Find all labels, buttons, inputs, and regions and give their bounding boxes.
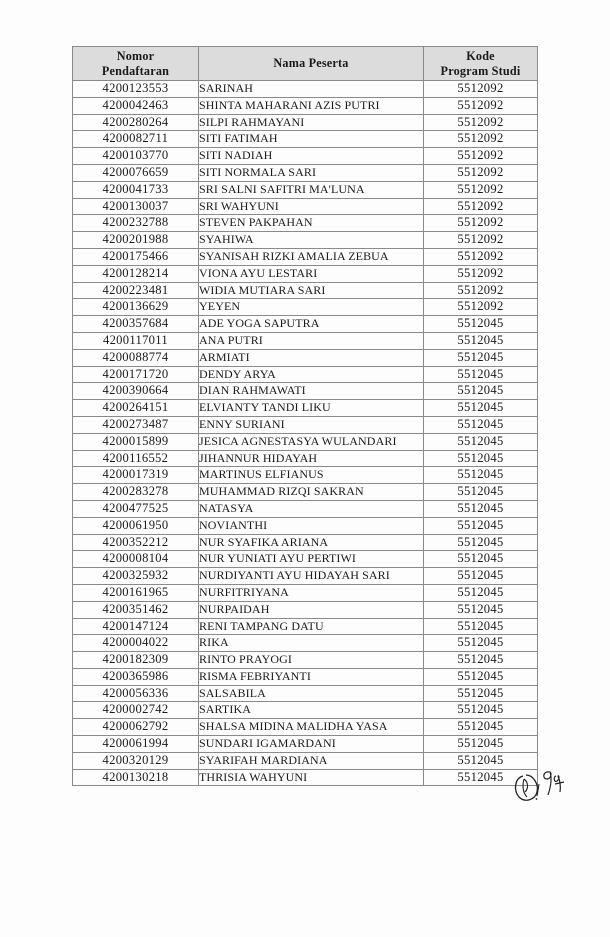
cell-nomor-pendaftaran: 4200351462 [73,601,199,618]
table-row [73,601,538,618]
table-row [73,332,538,349]
cell-nama-peserta: RISMA FEBRIYANTI [199,668,424,685]
cell-nama-peserta: NURDIYANTI AYU HIDAYAH SARI [199,568,424,585]
cell-kode-program-studi: 5512045 [424,500,538,517]
header-kode-line2: Program Studi [440,63,521,78]
cell-kode-program-studi: 5512045 [424,618,538,635]
cell-kode-program-studi: 5512092 [424,282,538,299]
cell-nomor-pendaftaran: 4200201988 [73,232,199,249]
cell-nama-peserta: STEVEN PAKPAHAN [199,215,424,232]
cell-kode-program-studi: 5512045 [424,517,538,534]
table-row [73,484,538,501]
table-row [73,114,538,131]
table-row [73,752,538,769]
table-row [73,568,538,585]
cell-kode-program-studi: 5512045 [424,685,538,702]
cell-nama-peserta: ARMIATI [199,349,424,366]
cell-nomor-pendaftaran: 4200390664 [73,383,199,400]
signature-initials [509,762,569,808]
table-row [73,215,538,232]
table-row [73,618,538,635]
table-row [73,416,538,433]
participant-table [72,46,538,786]
cell-kode-program-studi: 5512045 [424,534,538,551]
cell-kode-program-studi: 5512045 [424,383,538,400]
cell-nama-peserta: ADE YOGA SAPUTRA [199,316,424,333]
cell-nomor-pendaftaran: 4200357684 [73,316,199,333]
cell-kode-program-studi: 5512092 [424,148,538,165]
header-nomor-line2: Pendaftaran [101,63,170,78]
cell-nama-peserta: NUR YUNIATI AYU PERTIWI [199,551,424,568]
cell-kode-program-studi: 5512045 [424,736,538,753]
cell-nama-peserta: SYARIFAH MARDIANA [199,752,424,769]
table-row [73,232,538,249]
table-row [73,685,538,702]
cell-nomor-pendaftaran: 4200128214 [73,265,199,282]
cell-nomor-pendaftaran: 4200171720 [73,366,199,383]
cell-nama-peserta: SITI NORMALA SARI [199,164,424,181]
table-row [73,769,538,786]
cell-kode-program-studi: 5512045 [424,450,538,467]
table-row [73,719,538,736]
table-row [73,433,538,450]
table-row [73,248,538,265]
cell-nomor-pendaftaran: 4200002742 [73,702,199,719]
cell-nama-peserta: WIDIA MUTIARA SARI [199,282,424,299]
cell-kode-program-studi: 5512092 [424,215,538,232]
cell-nomor-pendaftaran: 4200273487 [73,416,199,433]
cell-nomor-pendaftaran: 4200117011 [73,332,199,349]
cell-kode-program-studi: 5512045 [424,702,538,719]
cell-nama-peserta: NUR SYAFIKA ARIANA [199,534,424,551]
cell-nomor-pendaftaran: 4200223481 [73,282,199,299]
table-row [73,148,538,165]
cell-nama-peserta: SYANISAH RIZKI AMALIA ZEBUA [199,248,424,265]
cell-nomor-pendaftaran: 4200004022 [73,635,199,652]
cell-kode-program-studi: 5512045 [424,752,538,769]
table-row [73,366,538,383]
cell-kode-program-studi: 5512092 [424,248,538,265]
cell-nama-peserta: JESICA AGNESTASYA WULANDARI [199,433,424,450]
cell-nama-peserta: SITI FATIMAH [199,131,424,148]
table-row [73,316,538,333]
table-row [73,265,538,282]
cell-nama-peserta: YEYEN [199,299,424,316]
cell-kode-program-studi: 5512092 [424,131,538,148]
cell-nama-peserta: JIHANNUR HIDAYAH [199,450,424,467]
cell-nama-peserta: SHALSA MIDINA MALIDHA YASA [199,719,424,736]
cell-nomor-pendaftaran: 4200062792 [73,719,199,736]
cell-nama-peserta: SHINTA MAHARANI AZIS PUTRI [199,97,424,114]
cell-kode-program-studi: 5512045 [424,769,538,786]
cell-kode-program-studi: 5512045 [424,332,538,349]
table-row [73,635,538,652]
cell-kode-program-studi: 5512092 [424,114,538,131]
cell-kode-program-studi: 5512092 [424,265,538,282]
cell-nomor-pendaftaran: 4200116552 [73,450,199,467]
cell-kode-program-studi: 5512092 [424,232,538,249]
header-kode-line1: Kode [466,48,495,63]
cell-nomor-pendaftaran: 4200103770 [73,148,199,165]
table-row [73,450,538,467]
cell-nama-peserta: SARTIKA [199,702,424,719]
cell-nomor-pendaftaran: 4200136629 [73,299,199,316]
table-row [73,198,538,215]
cell-kode-program-studi: 5512092 [424,164,538,181]
cell-nama-peserta: SYAHIWA [199,232,424,249]
cell-kode-program-studi: 5512045 [424,635,538,652]
table-row [73,517,538,534]
cell-nomor-pendaftaran: 4200352212 [73,534,199,551]
cell-nama-peserta: NURFITRIYANA [199,584,424,601]
cell-nama-peserta: SILPI RAHMAYANI [199,114,424,131]
cell-nomor-pendaftaran: 4200130218 [73,769,199,786]
header-nomor-line1: Nomor [116,48,155,63]
cell-kode-program-studi: 5512045 [424,668,538,685]
cell-nomor-pendaftaran: 4200182309 [73,652,199,669]
cell-nomor-pendaftaran: 4200008104 [73,551,199,568]
table-row [73,299,538,316]
cell-kode-program-studi: 5512045 [424,366,538,383]
cell-nomor-pendaftaran: 4200123553 [73,81,199,98]
cell-nomor-pendaftaran: 4200041733 [73,181,199,198]
cell-nama-peserta: MUHAMMAD RIZQI SAKRAN [199,484,424,501]
cell-nomor-pendaftaran: 4200232788 [73,215,199,232]
table-row [73,584,538,601]
cell-nama-peserta: NATASYA [199,500,424,517]
table-header-row [73,47,538,81]
cell-kode-program-studi: 5512045 [424,400,538,417]
table-row [73,500,538,517]
cell-nomor-pendaftaran: 4200175466 [73,248,199,265]
cell-kode-program-studi: 5512045 [424,484,538,501]
table-row [73,349,538,366]
cell-nama-peserta: SRI SALNI SAFITRI MA'LUNA [199,181,424,198]
cell-nama-peserta: SUNDARI IGAMARDANI [199,736,424,753]
cell-nomor-pendaftaran: 4200076659 [73,164,199,181]
cell-nomor-pendaftaran: 4200161965 [73,584,199,601]
header-kode-program-studi [424,47,538,81]
cell-nama-peserta: RIKA [199,635,424,652]
cell-nama-peserta: SITI NADIAH [199,148,424,165]
table-row [73,467,538,484]
cell-nomor-pendaftaran: 4200082711 [73,131,199,148]
cell-nama-peserta: MARTINUS ELFIANUS [199,467,424,484]
table-row [73,383,538,400]
cell-nama-peserta: VIONA AYU LESTARI [199,265,424,282]
table-row [73,736,538,753]
cell-nomor-pendaftaran: 4200088774 [73,349,199,366]
header-nomor-pendaftaran [73,47,199,81]
cell-nama-peserta: SARINAH [199,81,424,98]
cell-nama-peserta: ELVIANTY TANDI LIKU [199,400,424,417]
cell-kode-program-studi: 5512045 [424,568,538,585]
cell-nomor-pendaftaran: 4200061950 [73,517,199,534]
cell-nomor-pendaftaran: 4200015899 [73,433,199,450]
table-row [73,164,538,181]
cell-nomor-pendaftaran: 4200061994 [73,736,199,753]
table-row [73,131,538,148]
cell-nama-peserta: NURPAIDAH [199,601,424,618]
cell-nama-peserta: THRISIA WAHYUNI [199,769,424,786]
cell-kode-program-studi: 5512045 [424,584,538,601]
cell-nama-peserta: DENDY ARYA [199,366,424,383]
cell-nomor-pendaftaran: 4200365986 [73,668,199,685]
cell-kode-program-studi: 5512045 [424,349,538,366]
cell-kode-program-studi: 5512045 [424,601,538,618]
cell-nomor-pendaftaran: 4200283278 [73,484,199,501]
cell-kode-program-studi: 5512045 [424,416,538,433]
cell-nama-peserta: NOVIANTHI [199,517,424,534]
cell-kode-program-studi: 5512045 [424,433,538,450]
cell-nomor-pendaftaran: 4200280264 [73,114,199,131]
cell-nomor-pendaftaran: 4200320129 [73,752,199,769]
cell-nomor-pendaftaran: 4200017319 [73,467,199,484]
table-row [73,81,538,98]
cell-kode-program-studi: 5512045 [424,467,538,484]
cell-nomor-pendaftaran: 4200477525 [73,500,199,517]
cell-kode-program-studi: 5512045 [424,652,538,669]
table-row [73,668,538,685]
header-nama-peserta: Nama Peserta [199,47,424,81]
cell-kode-program-studi: 5512092 [424,81,538,98]
cell-kode-program-studi: 5512092 [424,299,538,316]
cell-nama-peserta: ENNY SURIANI [199,416,424,433]
table-row [73,702,538,719]
cell-nama-peserta: SALSABILA [199,685,424,702]
cell-kode-program-studi: 5512092 [424,198,538,215]
cell-kode-program-studi: 5512092 [424,181,538,198]
cell-nomor-pendaftaran: 4200130037 [73,198,199,215]
cell-nama-peserta: DIAN RAHMAWATI [199,383,424,400]
cell-nama-peserta: RENI TAMPANG DATU [199,618,424,635]
cell-kode-program-studi: 5512092 [424,97,538,114]
table-row [73,534,538,551]
cell-nomor-pendaftaran: 4200042463 [73,97,199,114]
table-row [73,97,538,114]
cell-nama-peserta: ANA PUTRI [199,332,424,349]
table-row [73,652,538,669]
table-row [73,551,538,568]
table-row [73,282,538,299]
cell-kode-program-studi: 5512045 [424,551,538,568]
cell-nama-peserta: RINTO PRAYOGI [199,652,424,669]
cell-nama-peserta: SRI WAHYUNI [199,198,424,215]
cell-nomor-pendaftaran: 4200056336 [73,685,199,702]
cell-kode-program-studi: 5512045 [424,719,538,736]
cell-nomor-pendaftaran: 4200264151 [73,400,199,417]
cell-kode-program-studi: 5512045 [424,316,538,333]
table-row [73,400,538,417]
cell-nomor-pendaftaran: 4200325932 [73,568,199,585]
cell-nomor-pendaftaran: 4200147124 [73,618,199,635]
table-row [73,181,538,198]
